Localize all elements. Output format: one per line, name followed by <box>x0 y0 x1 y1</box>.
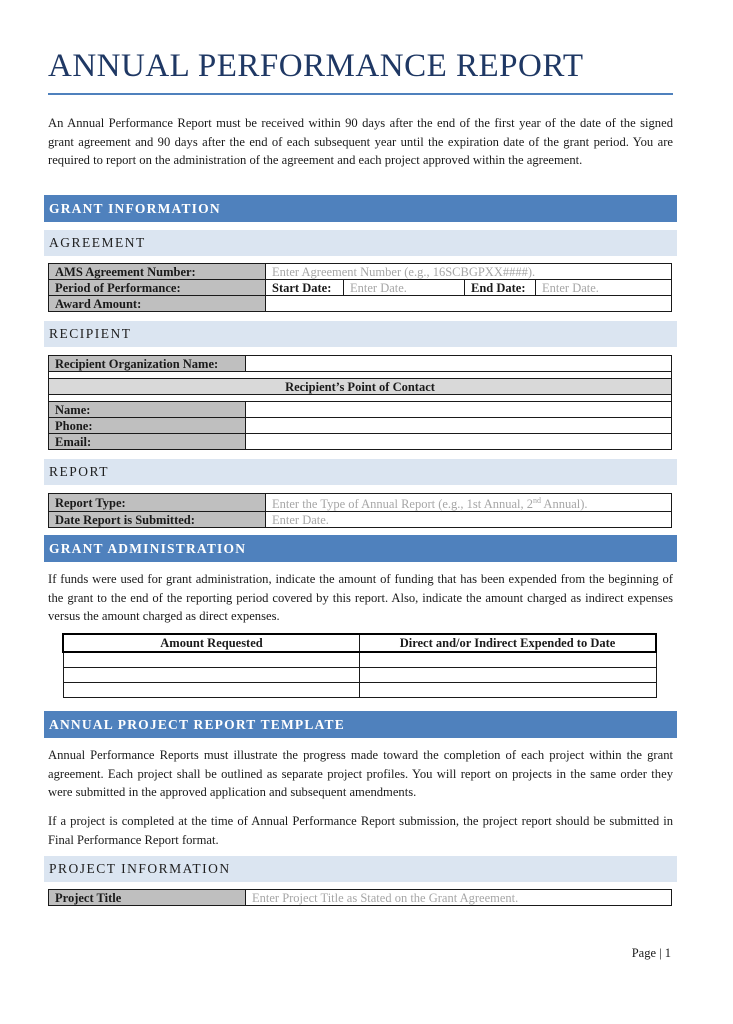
recipient-heading: RECIPIENT <box>44 321 677 347</box>
agreement-heading: AGREEMENT <box>44 230 677 256</box>
report-type-placeholder-a: Enter the Type of Annual Report (e.g., 1st Annual, 2 <box>272 497 533 512</box>
expended-header: Direct and/or Indirect Expended to Date <box>360 634 657 652</box>
award-amount-label: Award Amount: <box>49 296 266 312</box>
grant-administration-heading: GRANT ADMINISTRATION <box>44 535 677 562</box>
start-date-label: Start Date: <box>266 280 344 296</box>
project-title-label: Project Title <box>49 890 246 906</box>
project-title-input[interactable]: Enter Project Title as Stated on the Grant Agreement. <box>246 890 672 906</box>
email-input[interactable] <box>246 434 672 450</box>
start-date-input[interactable]: Enter Date. <box>344 280 465 296</box>
recipient-org-input[interactable] <box>246 356 672 372</box>
ams-number-label: AMS Agreement Number: <box>49 264 266 280</box>
intro-paragraph: An Annual Performance Report must be received within 90 days after the end of the first year of the date of the signed grant agreement and 90 days after the end of each subsequent year until the expiration date of the grant period. You are required to report on the administration of the agreement and each project approved within the agreement. <box>48 116 673 167</box>
name-label: Name: <box>49 402 246 418</box>
table-row <box>63 683 656 698</box>
annual-project-heading: ANNUAL PROJECT REPORT TEMPLATE <box>44 711 677 738</box>
title-underline <box>48 93 673 95</box>
award-amount-input[interactable] <box>266 296 672 312</box>
table-row <box>63 652 656 668</box>
project-title-table <box>48 889 672 906</box>
report-type-label: Report Type: <box>49 494 266 512</box>
ams-number-input[interactable]: Enter Agreement Number (e.g., 16SCBGPXX####). <box>266 264 672 280</box>
report-date-label: Date Report is Submitted: <box>49 512 266 528</box>
amount-requested-header: Amount Requested <box>63 634 360 652</box>
agreement-table <box>48 263 672 312</box>
spacer-row <box>49 372 672 379</box>
annual-project-text-1: Annual Performance Reports must illustrate the progress made toward the completion of each project within the grant agreement. Each project shall be outlined as separate project profiles. You will report on projects in the same order they were submitted in the approved application and subsequent amendments. <box>48 748 673 799</box>
report-type-placeholder-sup: nd <box>533 496 541 505</box>
phone-input[interactable] <box>246 418 672 434</box>
table-row <box>63 668 656 683</box>
amount-requested-cell[interactable] <box>63 683 360 698</box>
name-input[interactable] <box>246 402 672 418</box>
project-information-heading: PROJECT INFORMATION <box>44 856 677 882</box>
end-date-input[interactable]: Enter Date. <box>536 280 672 296</box>
grant-information-heading: GRANT INFORMATION <box>44 195 677 222</box>
report-date-input[interactable]: Enter Date. <box>266 512 672 528</box>
expended-cell[interactable] <box>360 683 657 698</box>
expended-cell[interactable] <box>360 652 657 668</box>
phone-label: Phone: <box>49 418 246 434</box>
end-date-label: End Date: <box>465 280 536 296</box>
amount-table <box>62 633 657 698</box>
recipient-table <box>48 355 672 450</box>
spacer-row <box>49 395 672 402</box>
annual-project-text-2: If a project is completed at the time of Annual Performance Report submission, the project report should be submitted in Final Performance Report format. <box>48 814 673 847</box>
amount-requested-cell[interactable] <box>63 668 360 683</box>
period-label: Period of Performance: <box>49 280 266 296</box>
report-heading: REPORT <box>44 459 677 485</box>
poc-heading: Recipient’s Point of Contact <box>49 379 672 395</box>
expended-cell[interactable] <box>360 668 657 683</box>
grant-administration-text: If funds were used for grant administration, indicate the amount of funding that has been expended from the beginning of the grant to the end of the reporting period covered by this report. Also, indicate the amount charged as indirect expenses versus the amount charged as direct expenses. <box>48 572 673 623</box>
email-label: Email: <box>49 434 246 450</box>
page-title: ANNUAL PERFORMANCE REPORT <box>48 48 584 84</box>
page-number: Page | 1 <box>631 946 671 960</box>
report-table <box>48 493 672 528</box>
report-type-placeholder-b: Annual). <box>541 497 588 512</box>
recipient-org-label: Recipient Organization Name: <box>49 356 246 372</box>
amount-requested-cell[interactable] <box>63 652 360 668</box>
report-type-input[interactable] <box>266 494 672 512</box>
